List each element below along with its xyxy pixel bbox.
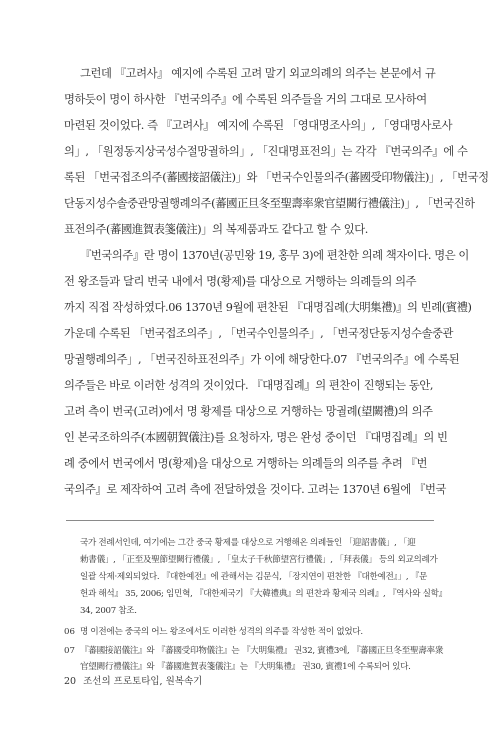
footnote-line: 官望闕行禮儀注』와 『蕃國進賀表箋儀注』는 『大明集禮』 권30, 賓禮1에 수록되어 있다. (80, 662, 411, 672)
footnote-divider (66, 520, 434, 521)
body-line: 단동지성수솔중관망궐행례의주(蕃國正旦冬至聖壽率衆官望闕行禮儀注)」, 「번국진하 (64, 197, 475, 210)
body-line: 국의주』로 제작하여 고려 측에 전달하였을 것이다. 고려는 1370년 6월에 『번국 (64, 483, 447, 496)
body-line: 고려 측이 번국(고려)에서 명 황제를 대상으로 거행하는 망궐례(望闕禮)의 의주 (64, 405, 433, 418)
footnote-continuation-line: 헌과 해석』 35, 2006; 임민혁, 『대한제국기 『大韓禮典』의 편찬과 황제국 의례』, 『역사와 실학』 (80, 589, 447, 599)
body-line: 전 왕조들과 달리 번국 내에서 명(황제)를 대상으로 거행하는 의례들의 의주 (64, 275, 417, 288)
body-line: 인 본국조하의주(本國朝賀儀注)를 요청하자, 명은 완성 중이던 『대명집례』의 빈 (64, 431, 448, 444)
footnote-line: 『蕃國接詔儀注』와 『蕃國受印物儀注』는 『大明集禮』 권32, 賓禮3에, 『蕃國正旦冬至聖壽率衆 (80, 646, 444, 656)
footnote-continuation-line: 勅書儀」, 「正至及聖節望闕行禮儀」, 「皇太子千秋節望宮行禮儀」, 「拜表儀」 등의 외교의례가 (80, 555, 438, 565)
footnote-line: 명 이전에는 중국의 어느 왕조에서도 이러한 성격의 의주를 작성한 적이 없었다. (80, 627, 363, 637)
footnote-continuation-line: 일괄 삭제·제외되었다. 『대한예전』에 관해서는 김문식, 「장지연이 편찬한 『대한예전』」, 『문 (80, 572, 427, 582)
body-line: 표전의주(蕃國進賀表箋儀注)」의 복제품과도 같다고 할 수 있다. (64, 223, 368, 236)
body-line: 명하듯이 명이 하사한 『번국의주』에 수록된 의주들을 거의 그대로 모사하여 (64, 93, 427, 106)
body-line: 가운데 수록된 「번국접조의주」, 「번국수인물의주」, 「번국정단동지성수솔중관 (64, 327, 454, 340)
page-footer (64, 676, 202, 688)
body-line: 망궐행례의주」, 「번국진하표전의주」가 이에 해당한다.07 『번국의주』에 수록된 (64, 353, 460, 366)
page-number: 20 (64, 676, 77, 687)
body-line: 록된 「번국접조의주(蕃國接詔儀注)」와 「번국수인물의주(蕃國受印物儀注)」, 「번국정 (64, 171, 489, 184)
body-line: 『번국의주』란 명이 1370년(공민왕 19, 홍무 3)에 편찬한 의례 책자이다. 명은 이 (80, 249, 469, 262)
body-line: 까지 직접 작성하였다.06 1370년 9월에 편찬된 『대명집례(大明集禮)』의 빈례(賓禮) (64, 301, 472, 314)
body-line: 의」, 「원정동지상국성수절망궐하의」, 「진대명표전의」는 각각 『번국의주』에 수 (64, 145, 468, 158)
body-line: 례 중에서 번국에서 명(황제)을 대상으로 거행하는 의례들의 의주를 추려 『번 (64, 457, 428, 470)
footnote-continuation-line: 34, 2007 참조. (80, 606, 137, 616)
footnote-number: 07 (64, 646, 75, 656)
running-title: 조선의 프로토타입, 원복속기 (83, 676, 203, 687)
footnote-number: 06 (64, 627, 75, 637)
body-line: 의주들은 바로 이러한 성격의 것이었다. 『대명집례』의 편찬이 진행되는 동안, (64, 379, 434, 392)
footnote-continuation-line: 국가 전례서인데, 여기에는 그간 중국 황제를 대상으로 거행해온 의례들인 「迎詔書儀」, 「迎 (80, 538, 416, 548)
body-line: 마련된 것이었다. 즉 『고려사』 예지에 수록된 「영대명조사의」, 「영대명사로사 (64, 119, 453, 132)
body-line: 그런데 『고려사』 예지에 수록된 고려 말기 외교의례의 의주는 본문에서 규 (80, 67, 436, 80)
